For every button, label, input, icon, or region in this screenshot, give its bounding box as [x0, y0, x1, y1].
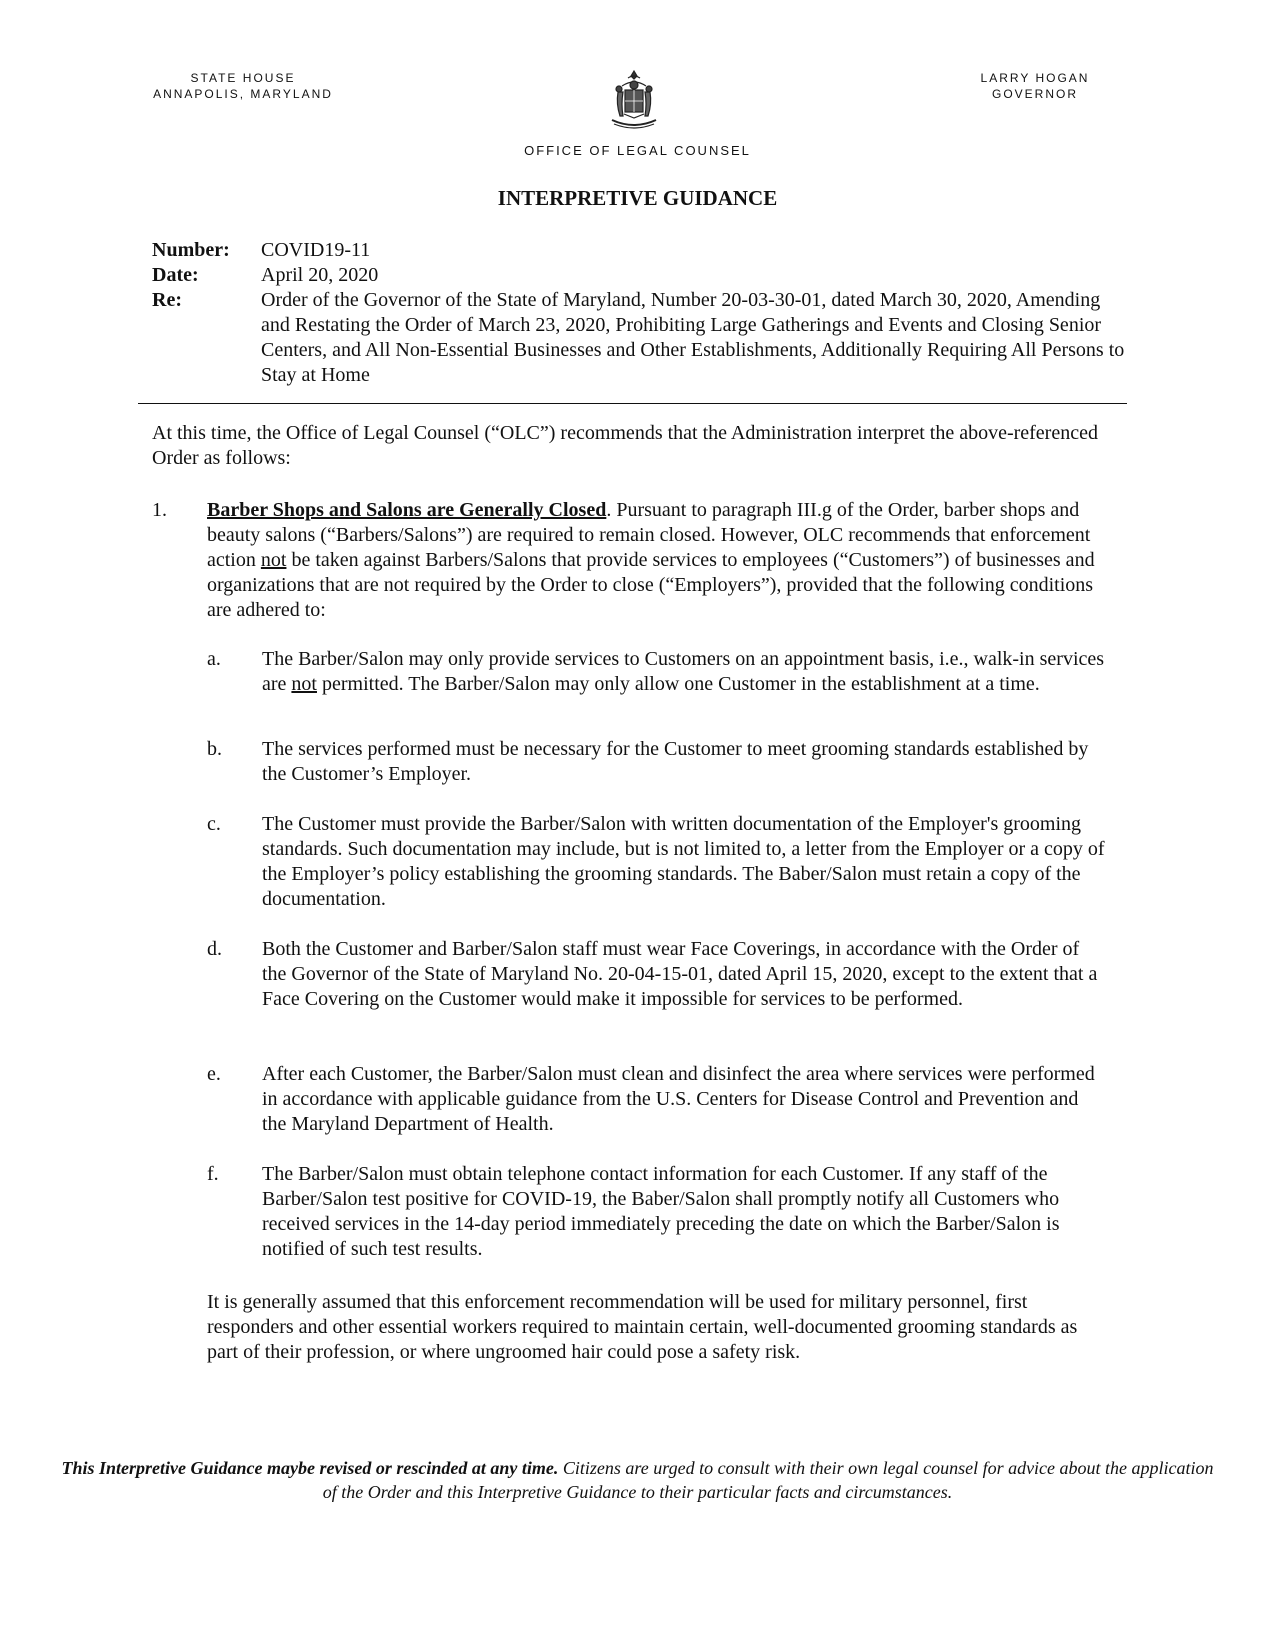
condition-text: After each Customer, the Barber/Salon must clean and disinfect the area where services were performed in accordance with applicable guidance from the U.S. Centers for Disease Control and Prevention and the Maryland Department of Health. [262, 1063, 1095, 1135]
footer-disclaimer [60, 1456, 1215, 1504]
re-value: Order of the Governor of the State of Maryland, Number 20-03-30-01, dated March 30, 2020, Amending and Restating the Order of March 23, 2020, Prohibiting Large Gatherings and Events and Closing Senior Centers, and All Non-Essential Businesses and Other Establishments, Additionally Requiring All Persons to Stay at Home [261, 289, 1125, 386]
condition-text: The Customer must provide the Barber/Salon with written documentation of the Employer's grooming standards. Such documentation may include, but is not limited to, a letter from the Employer or a copy of the Employer’s policy establishing the grooming standards. The Baber/Salon must retain a copy of the documentation. [262, 813, 1105, 910]
header-address [138, 70, 348, 102]
item-text-b: be taken against Barbers/Salons that provide services to employees (“Customers”) of businesses and organizations that are not required by the Order to close (“Employers”), provided that the following conditions are adhered to: [207, 549, 1095, 621]
number-row [152, 238, 1127, 263]
header-governor-title: GOVERNOR [991, 87, 1078, 101]
item-heading: Barber Shops and Salons are Generally Closed [207, 499, 607, 521]
condition-a-not: not [291, 673, 317, 695]
condition-text: The services performed must be necessary for the Customer to meet grooming standards established by the Customer’s Employer. [262, 738, 1089, 785]
condition-text: Both the Customer and Barber/Salon staff must wear Face Coverings, in accordance with the Order of the Governor of the State of Maryland No. 20-04-15-01, dated April 15, 2020, except to the extent that a Face Covering on the Customer would make it impossible for services to be performed. [262, 938, 1098, 1010]
date-label: Date: [152, 264, 199, 286]
condition-letter: a. [207, 648, 221, 670]
document-metadata [152, 238, 1127, 388]
condition-d [207, 937, 1107, 1012]
condition-a-text-1: The Barber/Salon may only provide services to Customers on an appointment basis, i.e., walk-in services are [262, 648, 1105, 695]
header-state-house: STATE HOUSE [190, 71, 296, 85]
condition-a [207, 647, 1107, 697]
condition-e [207, 1062, 1107, 1137]
date-value: April 20, 2020 [261, 264, 379, 286]
condition-f [207, 1162, 1107, 1262]
item-text-a: . Pursuant to paragraph III.g of the Order, barber shops and beauty salons (“Barbers/Salons”) are required to remain closed. However, OLC recommends that enforcement action [207, 499, 1091, 571]
number-label: Number: [152, 239, 230, 261]
condition-letter: d. [207, 938, 222, 960]
condition-letter: e. [207, 1063, 221, 1085]
header-divider [138, 403, 1127, 404]
document-title: INTERPRETIVE GUIDANCE [497, 186, 778, 210]
header-city: ANNAPOLIS, MARYLAND [153, 87, 333, 101]
condition-letter: f. [207, 1163, 219, 1185]
footer-rest: Citizens are urged to consult with their own legal counsel for advice about the application of the Order and this Interpretive Guidance to their particular facts and circumstances. [322, 1458, 1214, 1502]
condition-letter: c. [207, 813, 221, 835]
condition-text: The Barber/Salon must obtain telephone contact information for each Customer. If any staff of the Barber/Salon test positive for COVID-19, the Baber/Salon shall promptly notify all Customers who received services in the 14-day period immediately preceding the date on which the Barber/Salon is notified of such test results. [262, 1163, 1060, 1260]
intro-paragraph: At this time, the Office of Legal Counsel (“OLC”) recommends that the Administration interpret the above-referenced Order as follows: [152, 422, 1098, 469]
header-governor-name: LARRY HOGAN [980, 71, 1090, 85]
re-label: Re: [152, 289, 182, 311]
condition-text [262, 647, 1107, 697]
maryland-state-seal-icon [604, 68, 664, 134]
closing-paragraph: It is generally assumed that this enforcement recommendation will be used for military personnel, first responders and other essential workers required to maintain certain, well-documented grooming standards as part of their profession, or where ungroomed hair could pose a safety risk. [207, 1291, 1078, 1363]
office-name: OFFICE OF LEGAL COUNSEL [524, 143, 751, 158]
condition-letter: b. [207, 738, 222, 760]
condition-a-text-2: permitted. The Barber/Salon may only allow one Customer in the establishment at a time. [316, 673, 1040, 695]
item-number: 1. [152, 499, 167, 521]
condition-b [207, 737, 1107, 787]
condition-c [207, 812, 1107, 912]
item-text-not: not [260, 549, 287, 571]
re-row [152, 288, 1127, 388]
date-row [152, 263, 1127, 288]
header-governor [960, 70, 1110, 102]
item-body [207, 498, 1112, 623]
item-1 [152, 498, 1112, 623]
footer-bold: This Interpretive Guidance maybe revised or rescinded at any time. [61, 1458, 559, 1478]
number-value: COVID19-11 [261, 239, 371, 261]
